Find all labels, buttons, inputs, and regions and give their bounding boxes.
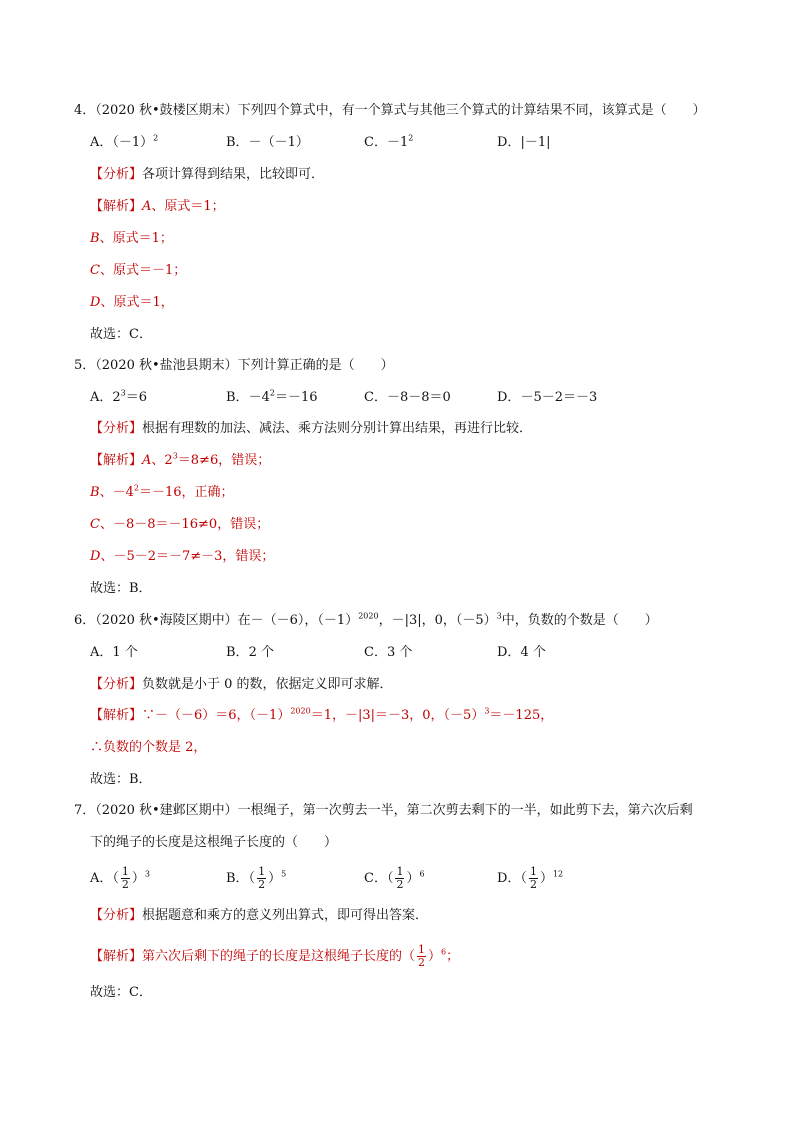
question-5-stem: 5．（2020 秋•盐池县期末）下列计算正确的是（ ） bbox=[74, 358, 394, 373]
q4-solution-line-2: B、原式＝1； bbox=[90, 231, 173, 246]
q6-option-c: C．3 个 bbox=[364, 645, 413, 660]
q5-solution-line-1: 【解析】A、$2^3=8\ne 6$，错误； bbox=[90, 451, 271, 468]
q7-option-b: B．（ $\frac{1}{2}$ ）$^5$ bbox=[226, 865, 287, 891]
q4-solution-line-4: D、原式＝1， bbox=[90, 295, 174, 310]
q7-option-a-fraction: $\frac{1}{2}$ bbox=[121, 865, 129, 891]
q6-solution-line-2: ∴负数的个数是 2， bbox=[90, 740, 207, 755]
q5-option-a: A．$2^3=6$ bbox=[90, 388, 148, 405]
q4-option-c: C．$-1^2$ bbox=[364, 133, 414, 150]
q7-solution-line-1: 【解析】第六次后剩下的绳子的长度是这根绳子长度的（ $\frac{1}{2}$ ）$^6$； bbox=[90, 943, 460, 969]
q7-answer: 故选：C． bbox=[90, 985, 152, 1000]
q6-option-b: B．2 个 bbox=[226, 645, 274, 660]
q7-option-c: C．（ $\frac{1}{2}$ ）$^6$ bbox=[364, 865, 425, 891]
q7-option-a: A．（ $\frac{1}{2}$ ）$^3$ bbox=[90, 865, 150, 891]
q5-option-d: D．－5－2＝－3 bbox=[497, 390, 598, 405]
q4-option-a: A．$(-1)^2$ bbox=[90, 133, 159, 150]
q4-option-d: D．|－1| bbox=[497, 135, 551, 150]
question-6-stem: 6．（2020 秋•海陵区期中）在－（－6），$(-1)^{2020}$，－|3|，0，$(-5)^3$中，负数的个数是（ ） bbox=[74, 611, 658, 628]
q4-analysis: 【分析】各项计算得到结果，比较即可． bbox=[90, 167, 325, 182]
q6-option-a: A．1 个 bbox=[90, 645, 138, 660]
q6-answer: 故选：B． bbox=[90, 772, 152, 787]
q5-option-c: C．－8－8＝0 bbox=[364, 390, 451, 405]
q5-answer: 故选：B． bbox=[90, 581, 152, 596]
question-7-stem-line-1: 7．（2020 秋•建邺区期中）一根绳子，第一次剪去一半，第二次剪去剩下的一半，如此剪下去，第六次后剩 bbox=[74, 803, 693, 818]
q7-option-b-fraction: $\frac{1}{2}$ bbox=[258, 865, 266, 891]
q7-option-d: D．（ $\frac{1}{2}$ ）$^{12}$ bbox=[497, 865, 564, 891]
q5-option-b: B．$-4^2=-16$ bbox=[226, 388, 318, 405]
q4-answer: 故选：C． bbox=[90, 327, 152, 342]
q7-option-d-fraction: $\frac{1}{2}$ bbox=[529, 865, 537, 891]
q4-solution-line-1: 【解析】A、原式＝1； bbox=[90, 199, 225, 214]
q7-analysis: 【分析】根据题意和乘方的意义列出算式，即可得出答案． bbox=[90, 908, 429, 923]
q4-option-b: B．－（－1） bbox=[226, 135, 309, 150]
q7-solution-fraction: $\frac{1}{2}$ bbox=[418, 943, 426, 969]
q6-option-d: D．4 个 bbox=[497, 645, 546, 660]
question-7-stem-line-2: 下的绳子的长度是这根绳子长度的（ ） bbox=[90, 835, 338, 850]
q5-analysis: 【分析】根据有理数的加法、减法、乘方法则分别计算出结果，再进行比较． bbox=[90, 421, 533, 436]
q4-solution-line-3: C、原式＝－1； bbox=[90, 263, 187, 278]
question-4-stem: 4．（2020 秋•鼓楼区期末）下列四个算式中，有一个算式与其他三个算式的计算结果不同，该算式是（ ） bbox=[74, 103, 706, 118]
q5-solution-line-3: C、－8－8＝－16≠0，错误； bbox=[90, 517, 270, 532]
q5-solution-line-2: B、$-4^2=-16$，正确； bbox=[90, 483, 234, 500]
q6-solution-line-1: 【解析】∵－（－6）＝6，$(-1)^{2020}=1$，－|3|＝－3，0，$(-5)^3=-125$， bbox=[90, 706, 554, 723]
q6-analysis: 【分析】负数就是小于 0 的数，依据定义即可求解． bbox=[90, 677, 393, 692]
q5-solution-line-4: D、－5－2＝－7≠－3，错误； bbox=[90, 549, 275, 564]
q7-option-c-fraction: $\frac{1}{2}$ bbox=[396, 865, 404, 891]
